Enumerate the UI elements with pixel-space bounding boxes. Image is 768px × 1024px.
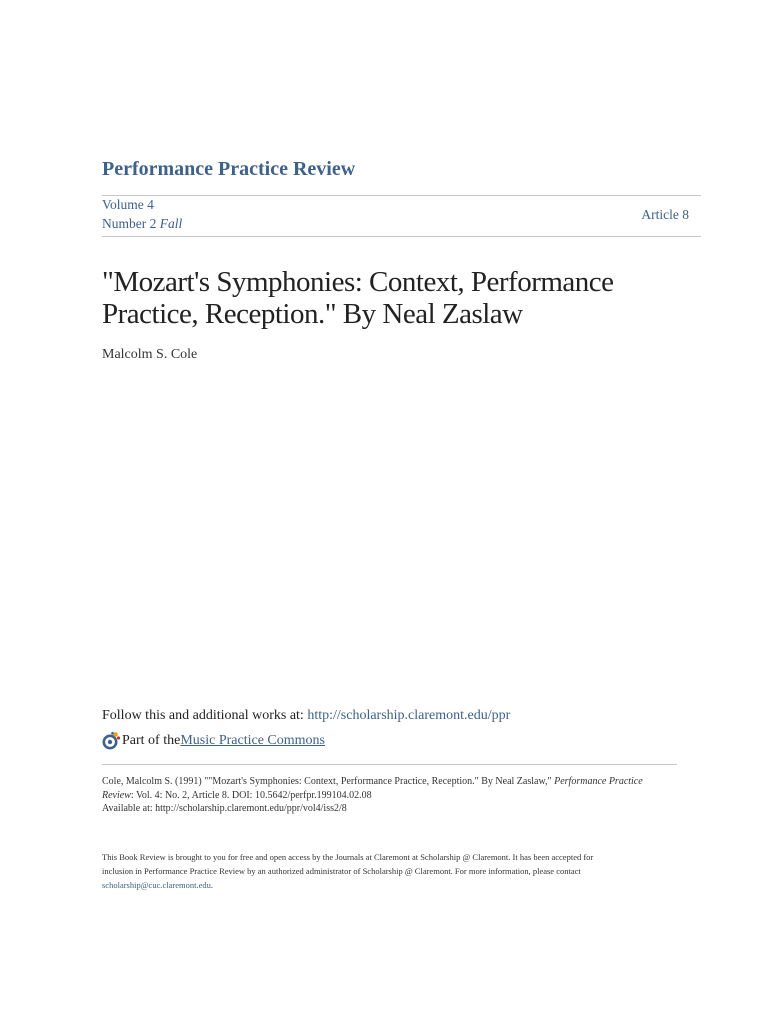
footer-line-1: This Book Review is brought to you for free and open access by the Journals at Claremont at Scholarship @ Claremont. It has been accepted for: [102, 852, 594, 862]
header-rule-top: [102, 195, 701, 196]
citation-text-2: : Vol. 4: No. 2, Article 8. DOI: 10.5642/perfpr.199104.02.08: [130, 789, 372, 801]
music-practice-commons-link[interactable]: Music Practice Commons: [180, 732, 325, 748]
header-rule-bottom: [102, 236, 701, 237]
citation-rule: [102, 764, 677, 765]
citation-journal-1: Performance Practice: [554, 776, 643, 787]
article-number[interactable]: Article 8: [641, 207, 689, 222]
part-of-line: [102, 731, 325, 750]
footer-email-suffix: .: [210, 880, 213, 890]
citation-journal-2: Review: [102, 789, 131, 801]
citation-text-1: Cole, Malcolm S. (1991) ""Mozart's Symphonies: Context, Performance Practice, Reception." By Neal Zaslaw,": [102, 776, 555, 787]
repository-link[interactable]: http://scholarship.claremont.edu/ppr: [307, 708, 511, 723]
article-author: Malcolm S. Cole: [102, 347, 198, 362]
footer-line-2: inclusion in Performance Practice Review by an authorized administrator of Scholarship @ Claremont. For more information, please contact: [102, 866, 581, 876]
volume-link[interactable]: Volume 4: [102, 197, 154, 212]
follow-prefix: Follow this and additional works at:: [102, 708, 308, 723]
issue-link[interactable]: [102, 216, 182, 232]
follow-line: [102, 708, 510, 724]
issue-season: Fall: [159, 216, 183, 231]
contact-email-link[interactable]: scholarship@cuc.claremont.edu: [102, 880, 211, 890]
article-title: "Mozart's Symphonies: Context, Performance Practice, Reception." By Neal Zaslaw: [102, 266, 614, 330]
part-of-prefix: Part of the: [122, 732, 181, 748]
commons-network-icon: [102, 731, 121, 750]
footer-notice: [102, 850, 682, 892]
journal-title[interactable]: Performance Practice Review: [102, 158, 356, 180]
citation-block: [102, 775, 682, 816]
issue-number: Number 2: [102, 216, 157, 231]
citation-available: Available at: http://scholarship.claremont.edu/ppr/vol4/iss2/8: [102, 803, 347, 814]
